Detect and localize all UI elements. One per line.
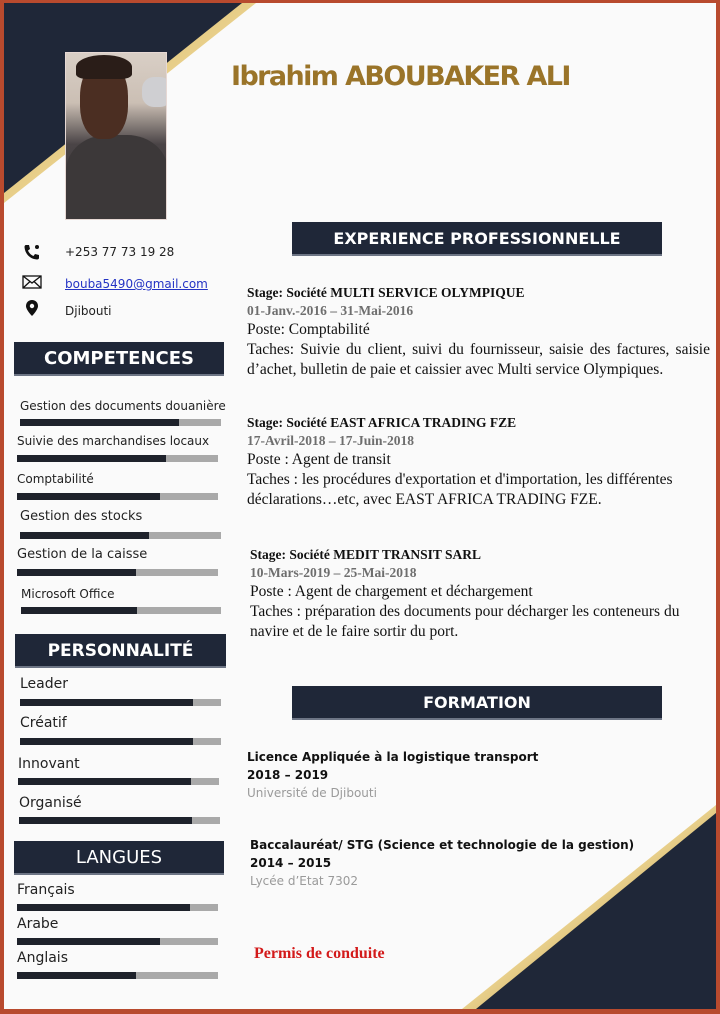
- skill-bar-fill: [17, 493, 160, 500]
- experience-item: [247, 414, 677, 510]
- personality-item: [19, 795, 221, 831]
- experience-title: Stage: Société MEDIT TRANSIT SARL: [250, 547, 482, 562]
- skill-bar-fill: [20, 419, 179, 426]
- skill-bar: [20, 419, 221, 426]
- personality-bar: [18, 778, 219, 785]
- personality-label: Organisé: [19, 795, 82, 811]
- phone-icon: [22, 243, 42, 261]
- skill-bar: [17, 455, 218, 462]
- language-bar-fill: [17, 938, 160, 945]
- language-bar-fill: [17, 972, 136, 979]
- experience-poste: Poste : Agent de transit: [247, 451, 391, 468]
- experience-item: [247, 284, 710, 380]
- experience-dates: 10-Mars-2019 – 25-Mai-2018: [250, 565, 417, 580]
- personality-bar-fill: [19, 817, 192, 824]
- personality-bar: [19, 817, 220, 824]
- location-pin-icon: [22, 299, 42, 317]
- skill-label: Microsoft Office: [21, 587, 115, 601]
- language-bar-fill: [17, 904, 190, 911]
- skill-bar-fill: [20, 532, 149, 539]
- envelope-icon: [22, 273, 42, 291]
- formation-title: Licence Appliquée à la logistique transport: [247, 750, 539, 764]
- photo-background-car: [142, 77, 167, 107]
- langues-heading: LANGUES: [14, 841, 224, 875]
- personality-bar-fill: [20, 699, 193, 706]
- experience-poste: Poste: Comptabilité: [247, 321, 370, 338]
- language-label: Français: [17, 882, 75, 898]
- formation-item: [247, 748, 538, 802]
- language-item: [17, 882, 219, 914]
- formation-item: [250, 836, 634, 890]
- language-label: Arabe: [17, 916, 59, 932]
- candidate-name: Ibrahim ABOUBAKER ALI: [231, 61, 570, 92]
- skill-bar: [20, 532, 221, 539]
- formation-heading: FORMATION: [292, 686, 662, 720]
- photo-body: [66, 135, 167, 220]
- skill-bar: [17, 493, 218, 500]
- skill-label: Comptabilité: [17, 472, 94, 486]
- skill-bar-fill: [21, 607, 137, 614]
- experience-title: Stage: Société EAST AFRICA TRADING FZE: [247, 415, 517, 430]
- skill-label: Suivie des marchandises locaux: [17, 434, 210, 448]
- language-item: [17, 950, 219, 982]
- formation-years: 2018 – 2019: [247, 768, 329, 782]
- experience-title: Stage: Société MULTI SERVICE OLYMPIQUE: [247, 285, 525, 300]
- skill-bar: [21, 607, 221, 614]
- personality-item: [20, 676, 222, 712]
- personality-bar: [20, 699, 221, 706]
- skill-bar: [17, 569, 218, 576]
- photo-hair: [76, 55, 132, 79]
- phone-number: +253 77 73 19 28: [65, 245, 175, 259]
- skill-item: [20, 509, 222, 539]
- language-bar: [17, 904, 218, 911]
- personnalite-heading: PERSONNALITÉ: [15, 634, 226, 668]
- email-link[interactable]: bouba5490@gmail.com: [65, 277, 208, 291]
- formation-school: Université de Djibouti: [247, 786, 377, 800]
- location-text: Djibouti: [65, 304, 112, 318]
- personality-item: [20, 715, 222, 751]
- personality-bar-fill: [20, 738, 193, 745]
- experience-heading: EXPERIENCE PROFESSIONNELLE: [292, 222, 662, 256]
- language-bar: [17, 972, 218, 979]
- personality-bar-fill: [18, 778, 191, 785]
- experience-taches: Taches : les procédures d'exportation et d'importation, les différentes déclarations…etc, avec EAST AFRICA TRADING FZE.: [247, 471, 673, 508]
- language-item: [17, 916, 219, 948]
- skill-item: [17, 472, 219, 502]
- experience-taches: Taches: Suivie du client, suivi du fournisseur, saisie des factures, saisie d’achet, bulletin de paie et caissier avec Multi service Olympiques.: [247, 341, 710, 378]
- experience-item: [250, 546, 710, 642]
- formation-school: Lycée d’Etat 7302: [250, 874, 358, 888]
- skill-label: Gestion des documents douanière: [20, 399, 226, 413]
- profile-photo: [65, 52, 167, 220]
- skill-bar-fill: [17, 569, 136, 576]
- personality-label: Leader: [20, 676, 69, 692]
- cv-page: [4, 3, 716, 1009]
- formation-years: 2014 – 2015: [250, 856, 332, 870]
- experience-poste: Poste : Agent de chargement et déchargement: [250, 583, 533, 600]
- experience-dates: 17-Avril-2018 – 17-Juin-2018: [247, 433, 414, 448]
- language-bar: [17, 938, 218, 945]
- language-label: Anglais: [17, 950, 68, 966]
- skill-item: [20, 399, 226, 429]
- personality-item: [18, 756, 220, 792]
- personality-bar: [20, 738, 221, 745]
- skill-bar-fill: [17, 455, 166, 462]
- skill-label: Gestion des stocks: [20, 509, 143, 524]
- skill-label: Gestion de la caisse: [17, 547, 148, 562]
- experience-taches: Taches : préparation des documents pour décharger les conteneurs du navire et de le faire sortir du port.: [250, 603, 680, 640]
- experience-dates: 01-Janv.-2016 – 31-Mai-2016: [247, 303, 414, 318]
- competences-heading: COMPETENCES: [14, 342, 224, 376]
- skill-item: [17, 547, 219, 577]
- skill-item: [17, 434, 219, 464]
- skill-item: [21, 587, 223, 617]
- personality-label: Créatif: [20, 715, 67, 731]
- formation-title: Baccalauréat/ STG (Science et technologie de la gestion): [250, 838, 635, 852]
- personality-label: Innovant: [18, 756, 80, 772]
- driving-license-note: Permis de conduite: [254, 945, 385, 962]
